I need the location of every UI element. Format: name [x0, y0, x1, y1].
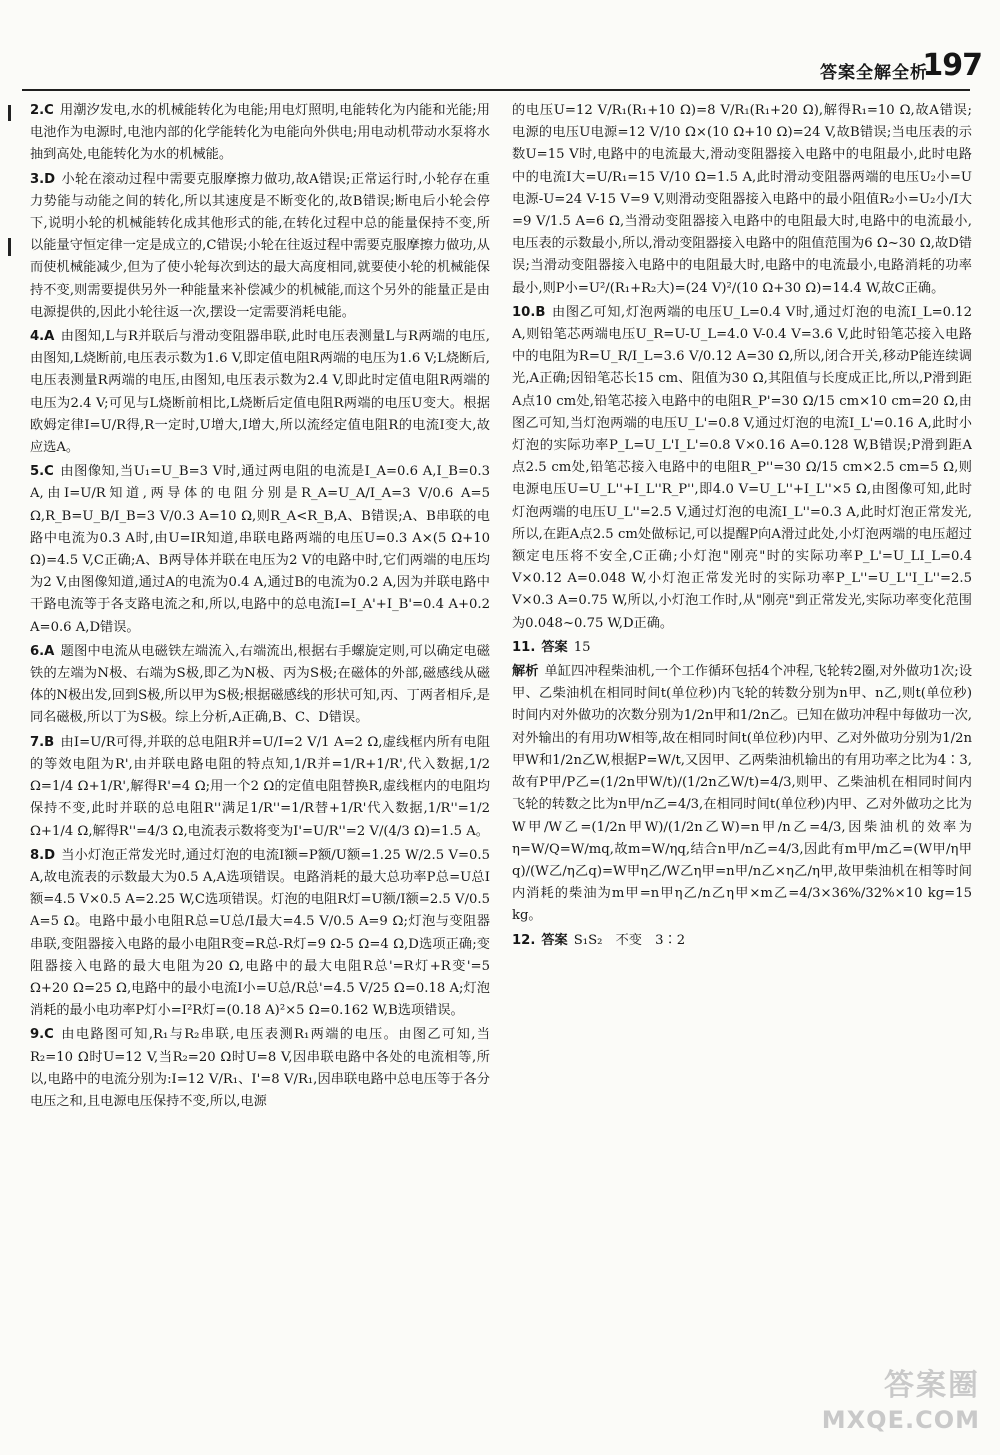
question-number: 7.B [30, 734, 55, 750]
answer-label: 答案 [541, 932, 568, 948]
watermark-site: MXQE.COM [821, 1406, 980, 1434]
explanation-text: 由电路图可知,R₁与R₂串联,电压表测R₁两端的电压。由图乙可知,当R₂=10 Ω时U=12 V,当R₂=20 Ω时U=8 V,因串联电路中各处的电流相等,所以,电路中的电流分别为:I=12 V/R₁、I'=8 V/R₁,因串联电路中总电压等于各分电压之和,且电源电压保持不变,所以,电源 [30, 1027, 490, 1109]
explanation-text: 由I=U/R可得,并联的总电阻R并=U/I=2 V/1 A=2 Ω,虚线框内所有电阻的等效电阻为R',由并联电路电阻的特点知,1/R并=1/R+1/R',代入数据,1/2 Ω=1/4 Ω+1/R',解得R'=4 Ω;用一个2 Ω的定值电阻替换R,虚线框内的电阻均保持不变,此时并联的总电阻R''满足1/R''=1/R替+1/R'代入数据,1/R''=1/2 Ω+1/4 Ω,解得R''=4/3 Ω,电流表示数将变为I'=U/R''=2 V/(4/3 Ω)=1.5 A。 [30, 734, 490, 839]
answer-entry [512, 930, 972, 952]
header-rule [22, 89, 970, 91]
answer-entry [30, 326, 490, 459]
explanation-text: 由图乙可知,灯泡两端的电压U_L=0.4 V时,通过灯泡的电流I_L=0.12 A,则铅笔芯两端电压U_R=U-U_L=4.0 V-0.4 V=3.6 V,此时铅笔芯接入电路中的电阻为R=U_R/I_L=3.6 V/0.12 A=30 Ω,所以,闭合开关,移动P能连续调光,A正确;因铅笔芯长15 cm、阻值为30 Ω,其阻值与长度成正比,所以,P滑到距A点10 cm处,铅笔芯接入电路中的电阻R_P'=30 Ω/15 cm×10 cm=20 Ω,由图乙可知,当灯泡两端的电压U_L'=0.8 V,通过灯泡的电流I_L'=0.16 A,此时小灯泡的实际功率P_L=U_L'I_L'=0.8 V×0.16 A=0.128 W,B错误;P滑到距A点2.5 cm处,铅笔芯接入电路中的电阻R_P''=30 Ω/15 cm×2.5 cm=5 Ω,则电源电压U=U_L''+I_L''R_P'',即4.0 V=U_L''+I_L''×5 Ω,由图像可知,此时灯泡两端的电压U_L''=2.5 V,通过灯泡的电流I_L''=0.3 A,此时灯泡正常发光,所以,在距A点2.5 cm处做标记,可以提醒P向A滑过此处,小灯泡两端的电压超过额定电压将不安全,C正确;小灯泡"刚亮"时的实际功率P_L'=U_LI_L=0.4 V×0.12 A=0.048 W,小灯泡正常发光时的实际功率P_L''=U_L''I_L''=2.5 V×0.3 A=0.75 W,所以,小灯泡工作时,从"刚亮"到正常发光,实际功率变化范围为0.048~0.75 W,D正确。 [512, 304, 972, 631]
explanation-text: 题图中电流从电磁铁左端流入,右端流出,根据右手螺旋定则,可以确定电磁铁的左端为N极、右端为S极,即乙为N极、丙为S极;在磁体的外部,磁感线从磁体的N极出发,回到S极,所以甲为S极;根据磁感线的形状可知,丙、丁两者相斥,是同名磁极,所以丁为S极。综上分析,A正确,B、C、D错误。 [30, 643, 490, 726]
answer-entry [30, 100, 490, 167]
answer-entry [512, 637, 972, 659]
explanation-text: 的电压U=12 V/R₁(R₁+10 Ω)=8 V/R₁(R₁+20 Ω),解得R₁=10 Ω,故A错误;电源的电压U电源=12 V/10 Ω×(10 Ω+10 Ω)=24 V,故B错误;当电压表的示数U=15 V时,电路中的电流最大,滑动变阻器接入电路中的电阻最小,此时电路中的电流I大=U/R₁=15 V/10 Ω=1.5 A,此时滑动变阻器两端的电压U₂小=U电源-U=24 V-15 V=9 V,则滑动变阻器接入电路中的最小阻值R₂小=U₂小/I大=9 V/1.5 A=6 Ω,当滑动变阻器接入电路中的电阻最大时,电路中的电流最小,电压表的示数最小,所以,滑动变阻器接入电路中的阻值范围为6 Ω~30 Ω,故D错误;当滑动变阻器接入电路中的电阻最大时,电路中的电流最小,电路消耗的功率最小,则P小=U²/(R₁+R₂大)=(24 V)²/(10 Ω+30 Ω)=14.4 W,故C正确。 [512, 103, 972, 296]
explanation-text: 15 [573, 639, 591, 655]
question-number: 12. [512, 932, 536, 948]
answer-entry [512, 661, 972, 927]
question-number: 6.A [30, 643, 55, 659]
answer-entry [30, 845, 490, 1023]
question-number: 10.B [512, 304, 546, 320]
explanation-text: 用潮汐发电,水的机械能转化为电能;用电灯照明,电能转化为内能和光能;用电池作为电源时,电池内部的化学能转化为电能向外供电;用电动机带动水泵将水抽到高处,电能转化为水的机械能。 [30, 103, 490, 163]
question-number: 2.C [30, 103, 54, 118]
header-title: 答案全解全析 [820, 63, 928, 83]
watermark-main: 答案圈 [884, 1368, 980, 1403]
explanation-text: 由图像知,当U₁=U_B=3 V时,通过两电阻的电流是I_A=0.6 A,I_B=0.3 A,由I=U/R知道,两导体的电阻分别是R_A=U_A/I_A=3 V/0.6 A=5 Ω,R_B=U_B/I_B=3 V/0.3 A=10 Ω,则R_A<R_B,A、B错误;A、B串联的电路中电流为0.3 A时,由U=IR知道,串联电路两端的电压U=0.3 A×(5 Ω+10 Ω)=4.5 V,C正确;A、B两导体并联在电压为2 V的电路中时,它们两端的电压均为2 V,由图像知道,通过A的电流为0.4 A,通过B的电流为0.2 A,因为并联电路中干路电流等于各支路电流之和,所以,电路中的总电流I=I_A'+I_B'=0.4 A+0.2 A=0.6 A,D错误。 [30, 464, 490, 635]
question-number: 8.D [30, 847, 56, 863]
answer-entry [30, 461, 490, 639]
explanation-text: S₁S₂ 不变 3∶2 [573, 932, 686, 948]
page-header [0, 0, 1000, 100]
watermark-logo [822, 1369, 980, 1437]
right-column [512, 100, 972, 1405]
binding-mark [8, 105, 11, 121]
answer-entry [512, 302, 972, 635]
explanation-text: 小轮在滚动过程中需要克服摩擦力做功,故A错误;正常运行时,小轮存在重力势能与动能之间的转化,所以其速度是不断变化的,故B错误;断电后小轮会停下,说明小轮的机械能转化成其他形式的能,在转化过程中总的能量保持不变,所以能量守恒定律一定是成立的,C错误;小轮在往返过程中需要克服摩擦力做功,从而使机械能减少,但为了使小轮每次到达的最大高度相同,就要使小轮的机械能保持不变,则需要提供另外一种能量来补偿减少的机械能,而这个另外的能量正是由电源提供的,因此小轮往返一次,摆设一定需要消耗电能。 [30, 171, 490, 320]
answer-entry [512, 100, 972, 300]
explanation-text: 由图知,L与R并联后与滑动变阻器串联,此时电压表测量L与R两端的电压,由图知,L烧断前,电压表示数为1.6 V,即定值电阻R两端的电压为1.6 V;L烧断后,电压表测量R两端的电压,由图知,电压表示数为2.4 V,即此时定值电阻R两端的电压为2.4 V;可见与L烧断前相比,L烧断后定值电阻R两端的电压U变大。根据欧姆定律I=U/R得,R一定时,U增大,I增大,所以流经定值电阻R的电流I变大,故应选A。 [30, 329, 490, 456]
question-number: 5.C [30, 464, 54, 480]
question-number: 9.C [30, 1027, 54, 1043]
answer-entry [30, 169, 490, 324]
answer-entry [30, 1024, 490, 1113]
answer-entry [30, 641, 490, 730]
answer-entry [30, 732, 490, 843]
explanation-text: 当小灯泡正常发光时,通过灯泡的电流I额=P额/U额=1.25 W/2.5 V=0.5 A,故电流表的示数最大为0.5 A,A选项错误。电路消耗的最大总功率P总=U总I额=4.5 V×0.5 A=2.25 W,C选项错误。灯泡的电阻R灯=U额/I额=2.5 V/0.5 A=5 Ω。电路中最小电阻R总=U总/I最大=4.5 V/0.5 A=9 Ω;灯泡与变阻器串联,变阻器接入电路的最小电阻R变=R总-R灯=9 Ω-5 Ω=4 Ω,D选项正确;变阻器接入电路的最大电阻为20 Ω,电路中的最大电阻R总'=R灯+R变'=5 Ω+20 Ω=25 Ω,电路中的最小电流I小=U总/R总'=4.5 V/25 Ω=0.18 A;灯泡消耗的最小电功率P灯小=I²R灯=(0.18 A)²×5 Ω=0.162 W,B选项错误。 [30, 847, 490, 1019]
question-number: 11. [512, 639, 536, 655]
question-number: 4.A [30, 329, 55, 345]
answer-label: 解析 [512, 664, 539, 680]
binding-mark [8, 238, 11, 256]
explanation-text: 单缸四冲程柴油机,一个工作循环包括4个冲程,飞轮转2圈,对外做功1次;设甲、乙柴油机在相同时间t(单位秒)内飞轮的转数分别为n甲、n乙,则t(单位秒)时间内对外做功的次数分别为1/2n甲和1/2n乙。已知在做功冲程中每做功一次,对外输出的有用功W相等,故在相同时间t(单位秒)内甲、乙对外做功分别为1/2n甲W和1/2n乙W,根据P=W/t,又因甲、乙两柴油机输出的有用功率之比为4∶3,故有P甲/P乙=(1/2n甲W/t)/(1/2n乙W/t)=4/3,则甲、乙柴油机在相同时间内飞轮的转数之比为n甲/n乙=4/3,在相同时间t(单位秒)内甲、乙对外做功之比为W甲/W乙=(1/2n甲W)/(1/2n乙W)=n甲/n乙=4/3,因柴油机的效率为η=W/Q=W/mq,故m=W/ηq,结合n甲/n乙=4/3,因此有m甲/m乙=(W甲/η甲q)/(W乙/η乙q)=W甲η乙/W乙η甲=n甲/n乙×η乙/η甲,故甲柴油机在相等时间内消耗的柴油为m甲=n甲η乙/n乙η甲×m乙=4/3×36%/32%×10 kg=15 kg。 [512, 664, 972, 924]
answer-label: 答案 [541, 639, 568, 655]
page-number: 197 [922, 48, 982, 83]
question-number: 3.D [30, 171, 56, 187]
left-column [30, 100, 490, 1405]
